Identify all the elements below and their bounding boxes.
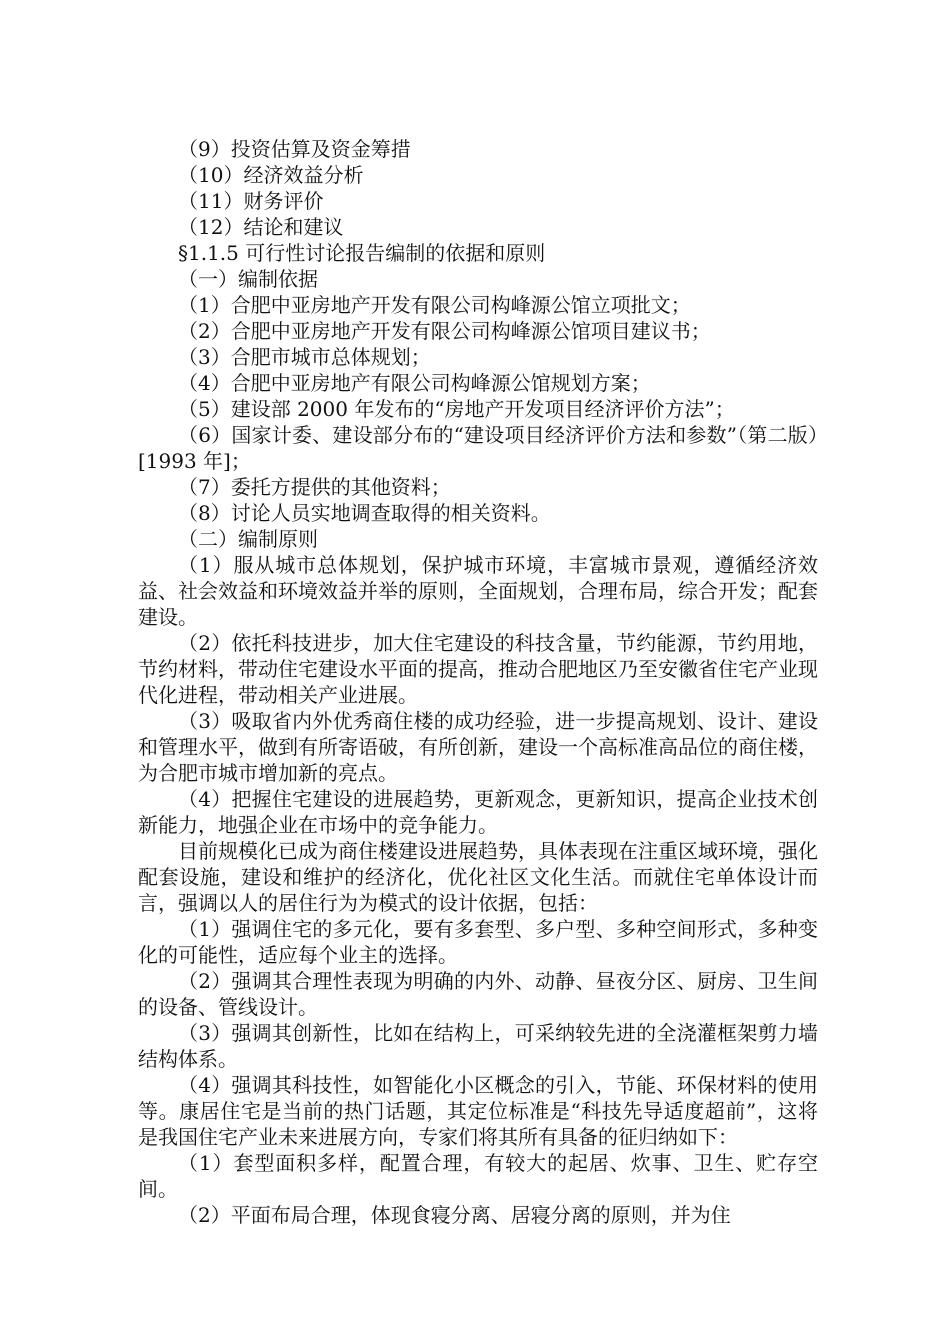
principle-item-1: （1）服从城市总体规划，保护城市环境，丰富城市景观，遵循经济效益、社会效益和环境效益并举的原则，全面规划，合理布局，综合开发；配套建设。 (138, 553, 818, 629)
basis-item-7: （7）委托方提供的其他资料； (178, 475, 451, 499)
basis-item-1: （1）合肥中亚房地产开发有限公司构峰源公馆立项批文； (178, 293, 691, 317)
feature-item-2: （2）平面布局合理，体现食寝分离、居寝分离的原则，并为住 (178, 1203, 731, 1227)
list-item-10: （10）经济效益分析 (178, 163, 364, 187)
subheading-principles: （二）编制原则 (178, 527, 318, 551)
trend-item-4: （4）强调其科技性，如智能化小区概念的引入，节能、环保材料的使用等。康居住宅是当前的热门话题，其定位标准是“科技先导适度超前”，这将是我国住宅产业未来进展方向，专家们将其所有具备的征归纳如下： (138, 1073, 818, 1149)
list-item-11: （11）财务评价 (178, 189, 324, 213)
trend-item-2: （2）强调其合理性表现为明确的内外、动静、昼夜分区、厨房、卫生间的设备、管线设计。 (138, 969, 818, 1019)
basis-item-3: （3）合肥市城市总体规划； (178, 345, 431, 369)
document-body (138, 136, 818, 1228)
basis-item-8: （8）讨论人员实地调查取得的相关资料。 (178, 501, 551, 525)
basis-item-5: （5）建设部 2000 年发布的“房地产开发项目经济评价方法”； (178, 397, 735, 421)
principle-item-3: （3）吸取省内外优秀商住楼的成功经验，进一步提高规划、设计、建设和管理水平，做到有所寄语破，有所创新，建设一个高标准高品位的商住楼，为合肥市城市增加新的亮点。 (138, 709, 818, 785)
list-item-12: （12）结论和建议 (178, 215, 344, 239)
trend-item-1: （1）强调住宅的多元化，要有多套型、多户型、多种空间形式，多种变化的可能性，适应每个业主的选择。 (138, 917, 818, 967)
basis-item-4: （4）合肥中亚房地产有限公司构峰源公馆规划方案； (178, 371, 651, 395)
trend-paragraph: 目前规模化已成为商住楼建设进展趋势，具体表现在注重区域环境，强化配套设施，建设和维护的经济化，优化社区文化生活。而就住宅单体设计而言，强调以人的居住行为为模式的设计依据，包括： (138, 839, 818, 915)
section-heading: §1.1.5 可行性讨论报告编制的依据和原则 (178, 241, 546, 265)
trend-item-3: （3）强调其创新性，比如在结构上，可采纳较先进的全浇灌框架剪力墙结构体系。 (138, 1021, 818, 1071)
principle-item-4: （4）把握住宅建设的进展趋势，更新观念，更新知识，提高企业技术创新能力，地强企业在市场中的竞争能力。 (138, 787, 818, 837)
feature-item-1: （1）套型面积多样，配置合理，有较大的起居、炊事、卫生、贮存空间。 (138, 1151, 818, 1201)
basis-item-2: （2）合肥中亚房地产开发有限公司构峰源公馆项目建议书； (178, 319, 711, 343)
basis-item-6: （6）国家计委、建设部分布的“建设项目经济评价方法和参数”（第二版）[1993 年]； (138, 423, 818, 473)
principle-item-2: （2）依托科技进步，加大住宅建设的科技含量，节约能源，节约用地，节约材料，带动住宅建设水平面的提高，推动合肥地区乃至安徽省住宅产业现代化进程，带动相关产业进展。 (138, 631, 818, 707)
subheading-basis: （一）编制依据 (178, 267, 318, 291)
list-item-9: （9）投资估算及资金筹措 (178, 137, 411, 161)
